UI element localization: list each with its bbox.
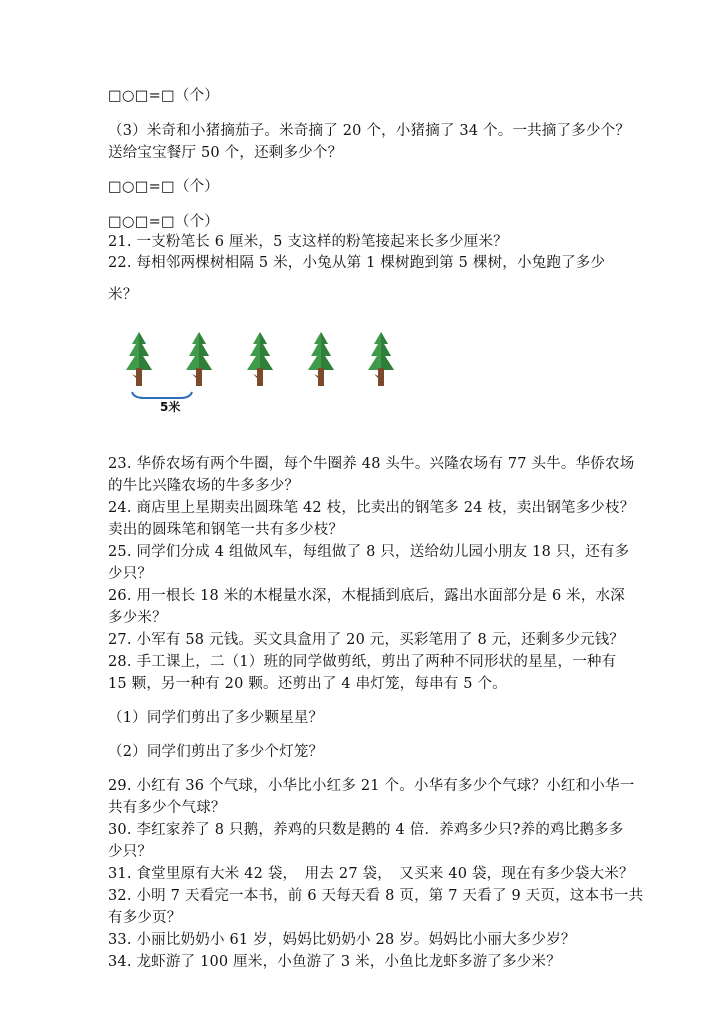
question-29-line-1: 29. 小红有 36 个气球，小华比小红多 21 个。小华有多少个气球？小红和小华一 [108,778,635,794]
question-25-line-1: 25. 同学们分成 4 组做风车，每组做了 8 只，送给幼儿园小朋友 18 只，还有多 [108,544,630,560]
question-34: 34. 龙虾游了 100 厘米，小鱼游了 3 米，小鱼比龙虾多游了多少米？ [108,954,561,970]
question-23-line-2: 的牛比兴隆农场的牛多多少？ [108,478,300,494]
tree-icon [364,330,398,390]
answer-template-line: □○□=□（个） [108,88,220,104]
question-28-sub-1: （1）同学们剪出了多少颗星星？ [108,710,324,726]
question-33: 33. 小丽比奶奶小 61 岁，妈妈比奶奶小 28 岁。妈妈比小丽大多少岁？ [108,932,576,948]
question-26-line-2: 多少米？ [108,610,167,626]
question-28-line-2: 15 颗，另一种有 20 颗。还剪出了 4 串灯笼，每串有 5 个。 [108,676,507,692]
question-28-line-1: 28. 手工课上，二（1）班的同学做剪纸，剪出了两种不同形状的星星，一种有 [108,654,617,670]
answer-template-line: □○□=□（个） [108,179,220,195]
question-29-line-2: 共有多少个气球？ [108,800,226,816]
tree-icon [182,330,216,390]
tree-icon [122,330,156,390]
question-24-line-1: 24. 商店里上星期卖出圆珠笔 42 枝，比卖出的钢笔多 24 枝，卖出钢笔多少枝？ [108,500,635,516]
tree-icon [304,330,338,390]
distance-label: 5米 [160,400,181,414]
tree-figure [122,330,412,422]
question-26-line-1: 26. 用一根长 18 米的木棍量水深，木棍插到底后，露出水面部分是 6 米，水深 [108,588,625,604]
tree-icon [243,330,277,390]
question-27: 27. 小军有 58 元钱。买文具盒用了 20 元，买彩笔用了 8 元，还剩多少元钱？ [108,632,625,648]
question-32-line-1: 32. 小明 7 天看完一本书，前 6 天每天看 8 页，第 7 天看了 9 天页，这本书一共 [108,888,644,904]
question-23-line-1: 23. 华侨农场有两个牛圈，每个牛圈养 48 头牛。兴隆农场有 77 头牛。华侨农场 [108,456,635,472]
question-21: 21. 一支粉笔长 6 厘米，5 支这样的粉笔接起来长多少厘米？ [108,234,508,250]
question-25-line-2: 少只？ [108,566,153,582]
question-31: 31. 食堂里原有大米 42 袋， 用去 27 袋， 又买来 40 袋，现在有多少袋大米？ [108,866,634,882]
question-22-line-1: 22. 每相邻两棵树相隔 5 米，小兔从第 1 棵树跑到第 5 棵树，小兔跑了多少 [108,255,606,271]
question-24-line-2: 卖出的圆珠笔和钢笔一共有多少枝？ [108,522,344,538]
question-3-line-2: 送给宝宝餐厅 50 个，还剩多少个？ [108,145,343,161]
question-30-line-2: 少只？ [108,844,153,860]
answer-template-line: □○□=□（个） [108,214,220,230]
question-30-line-1: 30. 李红家养了 8 只鹅，养鸡的只数是鹅的 4 倍．养鸡多少只?养的鸡比鹅多多 [108,822,624,838]
question-3-line-1: （3）米奇和小猪摘茄子。米奇摘了 20 个，小猪摘了 34 个。一共摘了多少个？ [108,123,631,139]
question-32-line-2: 有多少页？ [108,910,182,926]
question-22-line-2: 米？ [108,287,138,303]
question-28-sub-2: （2）同学们剪出了多少个灯笼？ [108,744,324,760]
